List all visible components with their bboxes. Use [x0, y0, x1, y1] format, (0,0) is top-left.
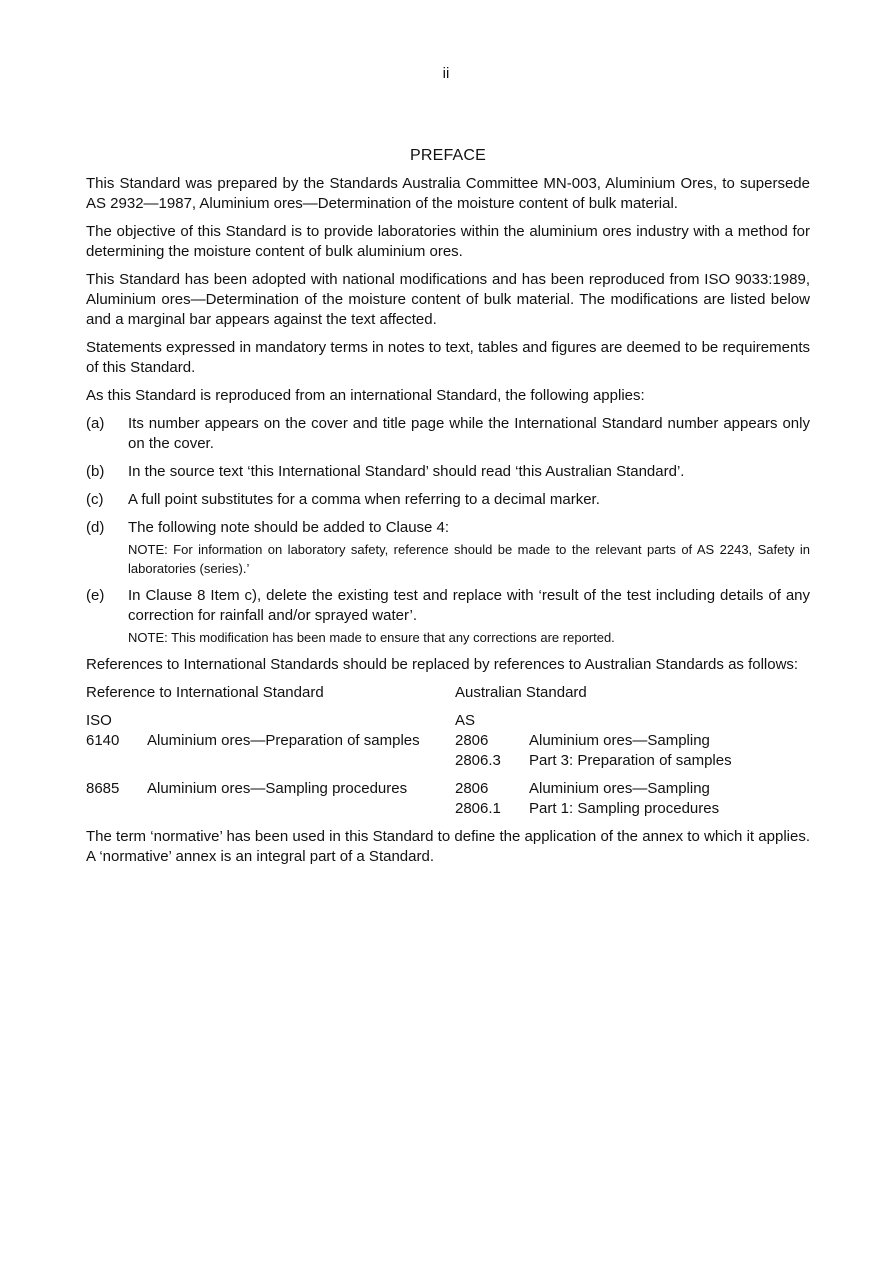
header-international: Reference to International Standard: [86, 684, 324, 701]
paragraph-applies-intro: As this Standard is reproduced from an international Standard, the following applies:: [86, 387, 645, 404]
list-item-label: (b): [86, 463, 105, 480]
subheader-as: AS: [455, 712, 476, 729]
as-part-number: 2806.1: [455, 800, 501, 817]
table-row: [86, 731, 810, 771]
subheader-iso: ISO: [86, 712, 112, 729]
list-item-label: (a): [86, 415, 105, 432]
list-item-label: (e): [86, 587, 105, 604]
table-row: [86, 779, 810, 819]
iso-title: Aluminium ores—Preparation of samples: [147, 732, 420, 749]
as-part-title: Part 3: Preparation of samples: [529, 752, 732, 769]
paragraph-committee: This Standard was prepared by the Standards Australia Committee MN-003, Aluminium Ores, to supersede AS 2932—1987, Aluminium ores—Determination of the moisture content of bulk material.: [86, 175, 810, 212]
page-number: ii: [442, 65, 450, 82]
as-part-title: Part 1: Sampling procedures: [529, 800, 720, 817]
iso-title: Aluminium ores—Sampling procedures: [147, 780, 408, 797]
page-title: PREFACE: [409, 147, 487, 164]
paragraph-adoption: This Standard has been adopted with national modifications and has been reproduced from ISO 9033:1989, Aluminium ores—Determination of the moisture content of bulk material. The modifications are listed below and a marginal bar appears against the text affected.: [86, 271, 810, 328]
list-item-note: NOTE: This modification has been made to ensure that any corrections are reported.: [128, 630, 615, 645]
list-item: [86, 462, 810, 482]
list-item-text: The following note should be added to Clause 4:: [128, 519, 450, 536]
list-item-label: (d): [86, 519, 105, 536]
list-item: [86, 414, 810, 454]
iso-number: 8685: [86, 780, 120, 797]
as-number: 2806: [455, 780, 489, 797]
list-item: [86, 518, 810, 578]
as-title: Aluminium ores—Sampling: [529, 732, 710, 749]
iso-number: 6140: [86, 732, 120, 749]
paragraph-normative: The term ‘normative’ has been used in this Standard to define the application of the annex to which it applies. A ‘normative’ annex is an integral part of a Standard.: [86, 828, 810, 865]
document-body: [86, 146, 810, 875]
references-subheader: [86, 711, 810, 731]
list-item-note: NOTE: For information on laboratory safety, reference should be made to the relevant parts of AS 2243, Safety in laboratories (series).’: [128, 542, 810, 576]
list-item: [86, 490, 810, 510]
list-item-text: Its number appears on the cover and title page while the International Standard number appears only on the cover.: [128, 415, 810, 452]
as-title: Aluminium ores—Sampling: [529, 780, 710, 797]
paragraph-mandatory-terms: Statements expressed in mandatory terms in notes to text, tables and figures are deemed to be requirements of this Standard.: [86, 339, 810, 376]
list-item: [86, 586, 810, 647]
paragraph-references-intro: References to International Standards should be replaced by references to Australian Standards as follows:: [86, 656, 799, 673]
as-part-number: 2806.3: [455, 752, 501, 769]
list-item-text: In Clause 8 Item c), delete the existing test and replace with ‘result of the test including details of any correction for rainfall and/or sprayed water’.: [128, 587, 810, 624]
list-item-text: A full point substitutes for a comma when referring to a decimal marker.: [128, 491, 600, 508]
header-australian: Australian Standard: [455, 684, 587, 701]
list-item-label: (c): [86, 491, 104, 508]
paragraph-objective: The objective of this Standard is to provide laboratories within the aluminium ores industry with a method for determining the moisture content of bulk aluminium ores.: [86, 223, 810, 260]
list-item-text: In the source text ‘this International Standard’ should read ‘this Australian Standard’.: [128, 463, 685, 480]
as-number: 2806: [455, 732, 489, 749]
references-table-header: [86, 683, 810, 703]
